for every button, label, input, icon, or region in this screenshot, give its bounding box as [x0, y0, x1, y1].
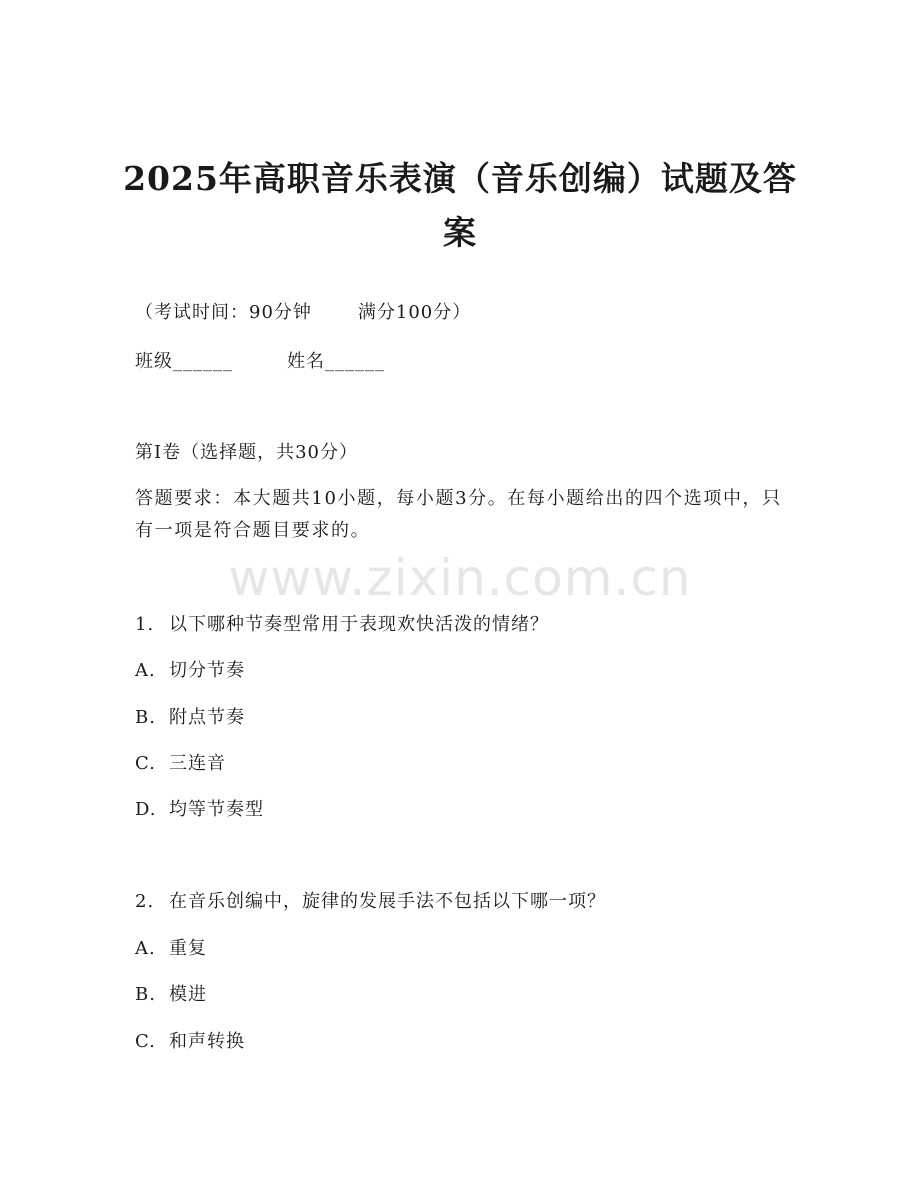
- section-heading: 第I卷（选择题，共30分）: [135, 442, 359, 463]
- exam-score: 满分100分）: [357, 302, 472, 323]
- exam-time: （考试时间：90分钟: [135, 302, 312, 323]
- student-fields: [135, 351, 385, 373]
- question-number: 2.: [135, 891, 155, 912]
- option-text: 和声转换: [169, 1031, 245, 1052]
- question-2: [135, 891, 606, 913]
- option-2c: [135, 1031, 245, 1053]
- option-2a: [135, 938, 207, 960]
- option-letter: B.: [135, 707, 156, 728]
- option-letter: A.: [135, 660, 156, 681]
- option-letter: C.: [135, 753, 156, 774]
- class-label: 班级: [135, 351, 173, 372]
- question-text: 在音乐创编中，旋律的发展手法不包括以下哪一项？: [169, 891, 606, 912]
- class-blank: ______: [173, 351, 233, 372]
- watermark: www.zixin.com.cn: [228, 549, 692, 607]
- option-text: 附点节奏: [169, 707, 245, 728]
- section-instructions: 答题要求：本大题共10小题，每小题3分。在每小题给出的四个选项中，只有一项是符合题目要求的。: [135, 488, 782, 541]
- option-text: 三连音: [169, 753, 226, 774]
- option-text: 均等节奏型: [169, 799, 264, 820]
- document-title: 2025年高职音乐表演（音乐创编）试题及答案: [123, 159, 797, 252]
- question-text: 以下哪种节奏型常用于表现欢快活泼的情绪？: [169, 614, 549, 635]
- name-label: 姓名: [287, 351, 325, 372]
- option-2b: [135, 984, 207, 1006]
- option-1d: [135, 799, 264, 821]
- question-1: [135, 614, 549, 636]
- option-text: 重复: [169, 938, 207, 959]
- exam-info: [135, 302, 471, 324]
- option-letter: A.: [135, 938, 156, 959]
- name-blank: ______: [325, 351, 385, 372]
- option-1b: [135, 707, 245, 729]
- option-text: 切分节奏: [169, 660, 245, 681]
- option-letter: B.: [135, 984, 156, 1005]
- question-number: 1.: [135, 614, 155, 635]
- option-1c: [135, 753, 226, 775]
- option-letter: C.: [135, 1031, 156, 1052]
- option-1a: [135, 660, 245, 682]
- option-letter: D.: [135, 799, 157, 820]
- option-text: 模进: [169, 984, 207, 1005]
